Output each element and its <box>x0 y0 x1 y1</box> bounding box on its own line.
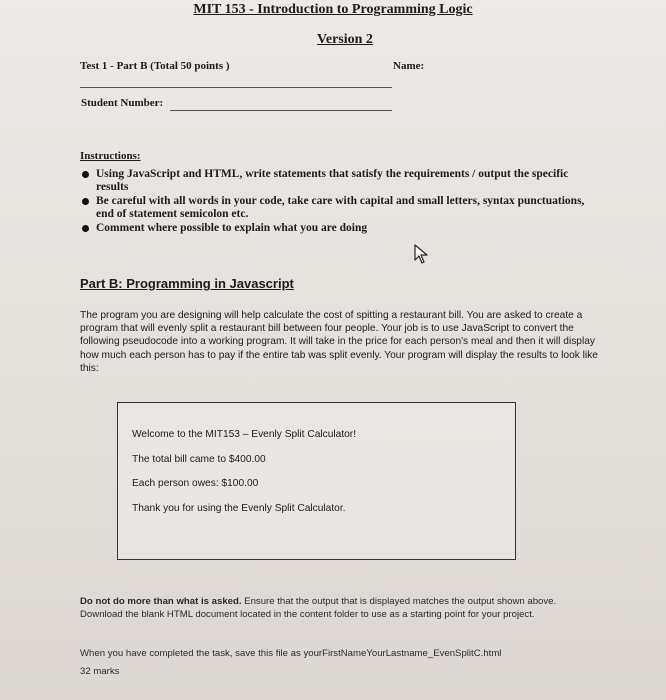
output-line-welcome: Welcome to the MIT153 – Evenly Split Calculator! <box>132 429 357 440</box>
output-line-thank-you: Thank you for using the Evenly Split Calculator. <box>132 503 346 514</box>
test-part-label: Test 1 - Part B (Total 50 points ) <box>80 60 230 72</box>
part-b-paragraph: The program you are designing will help calculate the cost of spitting a restaurant bill. You are asked to create a program that will evenly split a restaurant bill between four people. Your job is to use JavaScript to convert the following pseudocode into a working program. It will take in the price for each person's meal and then it will display how much each person has to pay if the entire tab was split evenly. Your program will display the results to look like this: <box>80 310 598 374</box>
student-number-underline <box>170 110 392 111</box>
save-instruction: When you have completed the task, save this file as yourFirstNameYourLastname_EvenSplitC.html <box>80 648 502 659</box>
name-underline <box>80 87 392 88</box>
footer-note-lead: Do not do more than what is asked. <box>80 596 242 607</box>
instructions-list <box>80 168 590 236</box>
instructions-heading: Instructions: <box>80 150 141 162</box>
footer-note: Do not do more than what is asked. Ensure that the output that is displayed matches the output shown above. Download the blank HTML document located in the content folder to use as a starting point for your project. <box>80 596 557 620</box>
marks-label: 32 marks <box>80 666 120 677</box>
student-number-label: Student Number: <box>81 97 164 109</box>
mouse-pointer-icon <box>413 244 429 264</box>
name-label: Name: <box>393 60 425 72</box>
bullet-icon <box>82 225 89 232</box>
instruction-item: Comment where possible to explain what you are doing <box>80 222 590 235</box>
instruction-item: Using JavaScript and HTML, write statements that satisfy the requirements / output the specific results <box>80 168 590 194</box>
output-example-box <box>117 402 516 560</box>
version-label: Version 2 <box>317 32 373 47</box>
bullet-icon <box>82 171 89 178</box>
part-b-heading: Part B: Programming in Javascript <box>80 276 294 291</box>
instruction-item: Be careful with all words in your code, take care with capital and small letters, syntax punctuations, end of statement semicolon etc. <box>80 195 590 221</box>
output-line-total: The total bill came to $400.00 <box>132 454 266 465</box>
document-title: MIT 153 - Introduction to Programming Logic <box>193 2 473 17</box>
output-line-each-owes: Each person owes: $100.00 <box>132 478 259 489</box>
bullet-icon <box>82 198 89 205</box>
